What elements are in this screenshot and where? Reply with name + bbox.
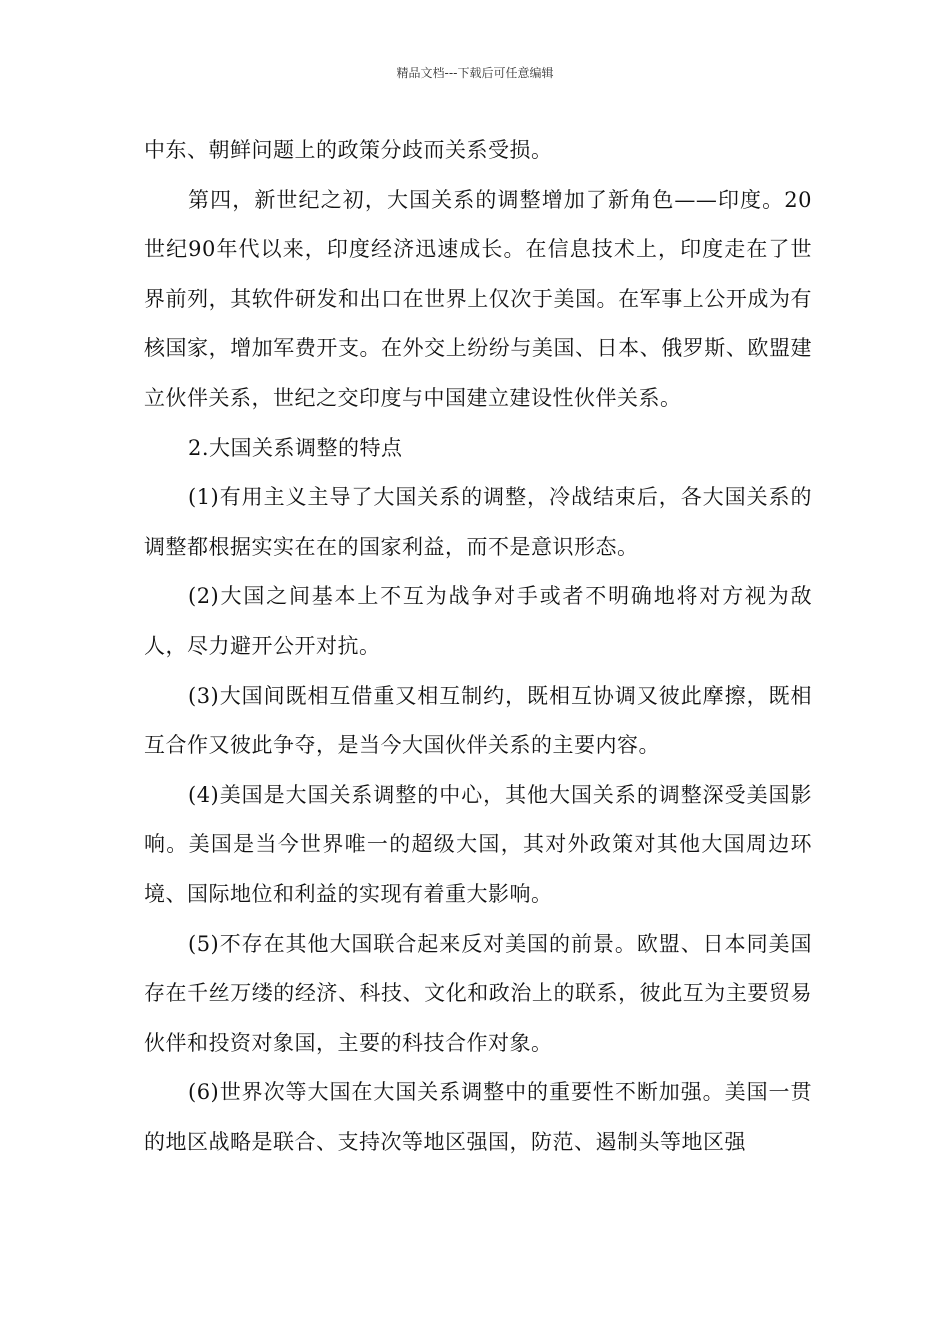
paragraph-feature-5: (5)不存在其他大国联合起来反对美国的前景。欧盟、日本同美国存在千丝万缕的经济、科技、文化和政治上的联系，彼此互为主要贸易伙伴和投资对象国，主要的科技合作对象。 xyxy=(144,931,812,1055)
paragraph-feature-1: (1)有用主义主导了大国关系的调整，冷战结束后，各大国关系的调整都根据实实在在的国家利益，而不是意识形态。 xyxy=(144,485,812,559)
page-header: 精品文档---下载后可任意编辑 xyxy=(396,66,554,80)
document-body xyxy=(144,126,812,1167)
paragraph-feature-3: (3)大国间既相互借重又相互制约，既相互协调又彼此摩擦，既相互合作又彼此争夺，是当今大国伙伴关系的主要内容。 xyxy=(144,683,812,758)
paragraph-feature-6: (6)世界次等大国在大国关系调整中的重要性不断加强。美国一贯的地区战略是联合、支持次等地区强国，防范、遏制头等地区强 xyxy=(144,1080,812,1154)
paragraph-feature-2: (2)大国之间基本上不互为战争对手或者不明确地将对方视为敌人，尽力避开公开对抗。 xyxy=(144,584,812,658)
paragraph-fourth-point: 第四，新世纪之初，大国关系的调整增加了新角色——印度。20世纪90年代以来，印度经济迅速成长。在信息技术上，印度走在了世界前列，其软件研发和出口在世界上仅次于美国。在军事上公开成为有核国家，增加军费开支。在外交上纷纷与美国、日本、俄罗斯、欧盟建立伙伴关系，世纪之交印度与中国建立建设性伙伴关系。 xyxy=(144,187,812,410)
paragraph-continuation: 中东、朝鲜问题上的政策分歧而关系受损。 xyxy=(144,138,553,162)
section-heading: 2.大国关系调整的特点 xyxy=(188,435,403,460)
paragraph-feature-4: (4)美国是大国关系调整的中心，其他大国关系的调整深受美国影响。美国是当今世界唯一的超级大国，其对外政策对其他大国周边环境、国际地位和利益的实现有着重大影响。 xyxy=(144,782,812,906)
